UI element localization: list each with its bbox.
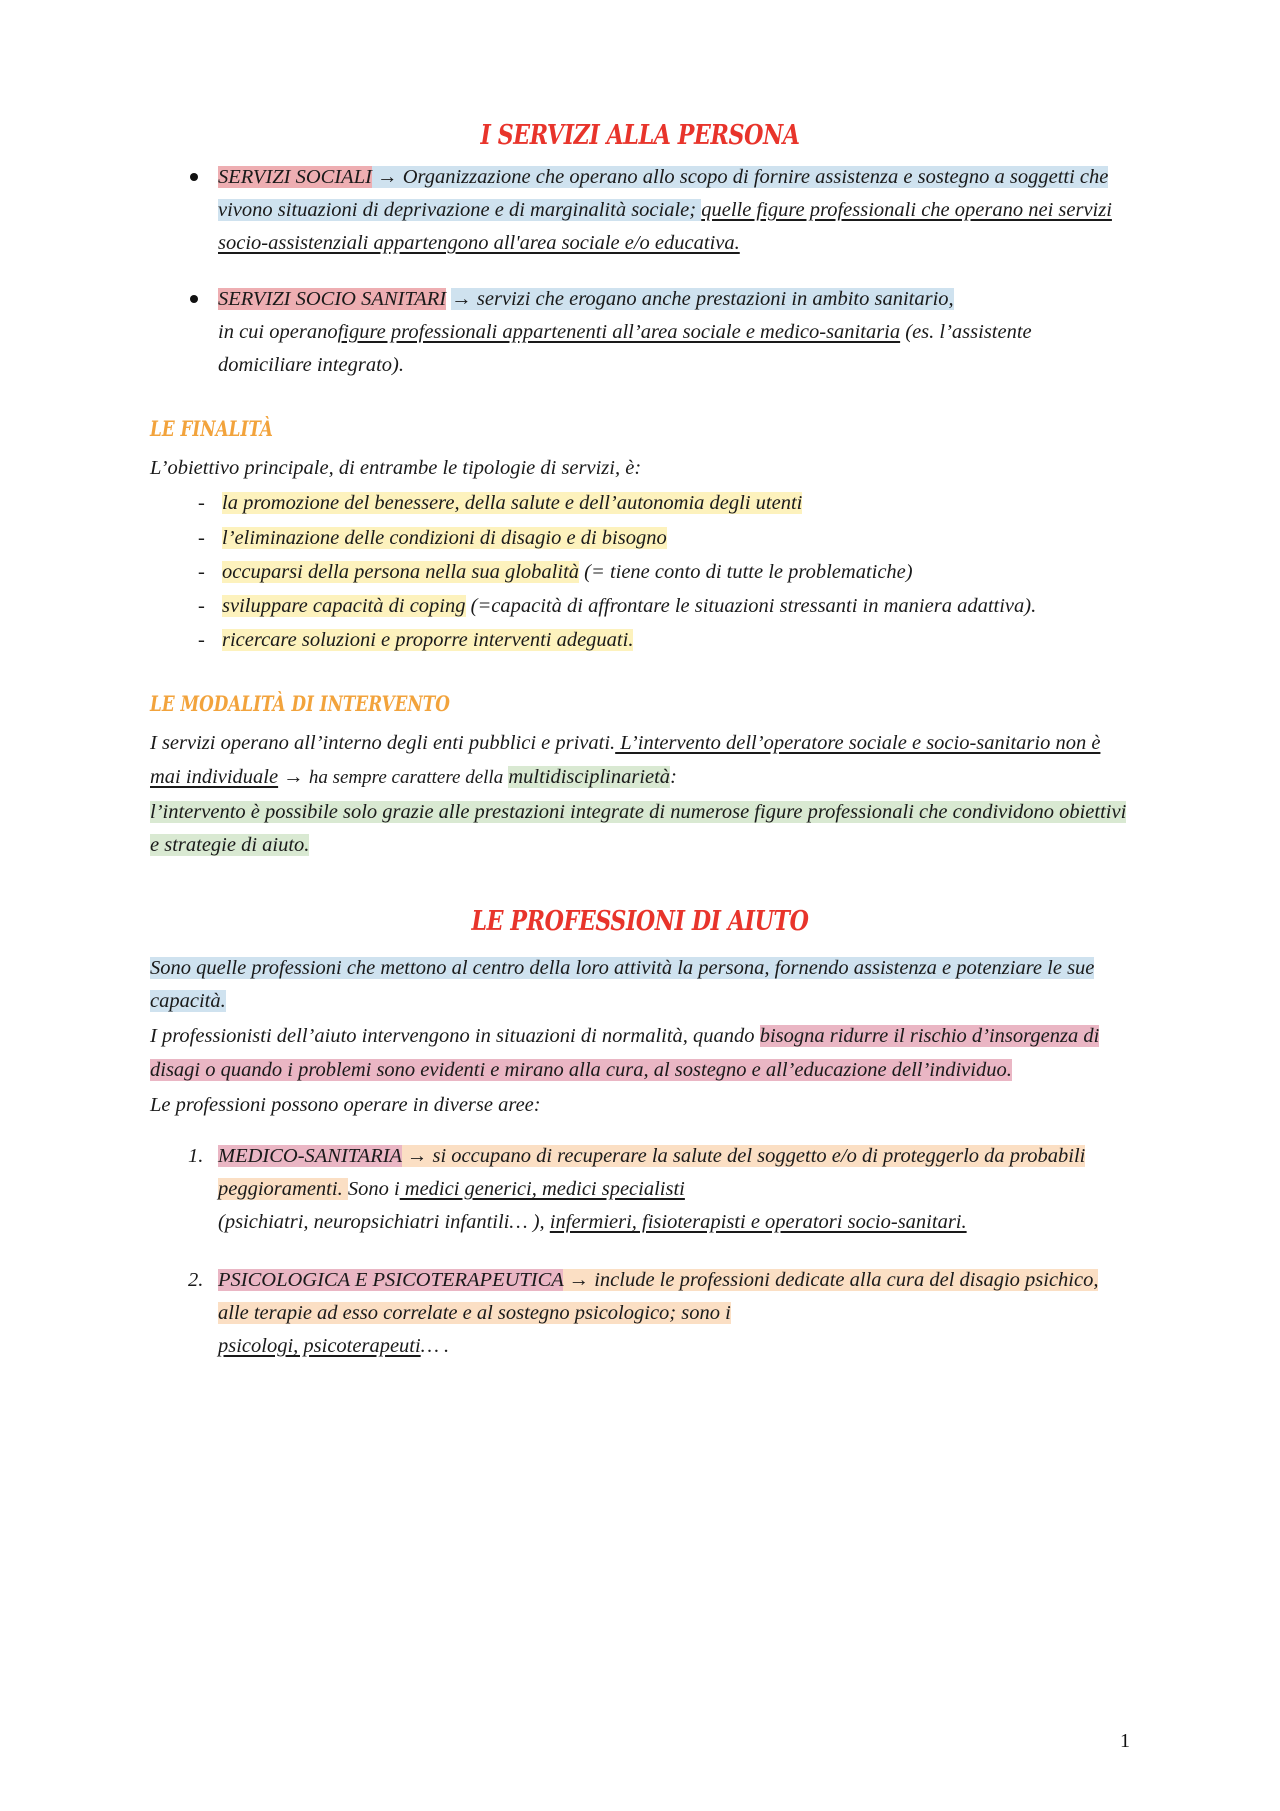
area-text-3: medici generici, medici specialisti bbox=[399, 1178, 685, 1201]
area-term-psicologica: PSICOLOGICA E PSICOTERAPEUTICA bbox=[218, 1268, 564, 1291]
page-title: I SERVIZI ALLA PERSONA bbox=[480, 120, 800, 151]
section-heading-finalita: LE FINALITÀ bbox=[150, 416, 273, 442]
area-text-3: … . bbox=[420, 1335, 450, 1358]
area-text-4: (psichiatri, neuropsichiatri infantili… ), bbox=[218, 1211, 550, 1234]
arrow-icon: → bbox=[283, 765, 304, 788]
modalita-paragraph bbox=[150, 727, 1130, 793]
list-item bbox=[150, 556, 1130, 589]
area-text-2: Sono i bbox=[347, 1178, 400, 1201]
professioni-areas-list bbox=[150, 1140, 1130, 1363]
professioni-paragraph-1 bbox=[150, 952, 1130, 1018]
finalita-item-highlight: la promozione del benessere, della salute e dell’autonomia degli utenti bbox=[222, 492, 803, 515]
area-definition: include le professioni dedicate alla cura del disagio psichico, alle terapie ad esso correlate e al sostegno psicologico; sono i bbox=[218, 1268, 1099, 1324]
modalita-text-3: ha sempre carattere della bbox=[308, 766, 504, 788]
professioni-paragraph-3: Le professioni possono operare in diverse aree: bbox=[150, 1093, 541, 1116]
term-servizi-socio-sanitari: SERVIZI SOCIO SANITARI bbox=[218, 287, 447, 310]
services-bullet-list bbox=[150, 161, 1130, 382]
area-term-medico-sanitaria: MEDICO-SANITARIA bbox=[218, 1145, 402, 1168]
section-heading-modalita: LE MODALITÀ DI INTERVENTO bbox=[150, 691, 450, 717]
finalita-list bbox=[150, 487, 1130, 657]
list-item bbox=[150, 1140, 1130, 1240]
modalita-keyword: multidisciplinarietà bbox=[508, 765, 671, 788]
modalita-text-1: I servizi operano all’interno degli enti pubblici e privati. bbox=[150, 732, 616, 755]
definition-text-3: (es. l’assistente domiciliare integrato). bbox=[218, 320, 1032, 377]
area-definition: si occupano di recuperare la salute del soggetto e/o di proteggerlo da probabili peggioramenti. bbox=[218, 1145, 1086, 1201]
arrow-icon: → bbox=[568, 1268, 590, 1291]
modalita-colon: : bbox=[670, 765, 677, 788]
list-item bbox=[150, 522, 1130, 555]
list-item bbox=[150, 161, 1130, 261]
list-item bbox=[150, 1264, 1130, 1364]
arrow-icon: → bbox=[406, 1145, 428, 1168]
arrow-icon: → bbox=[451, 287, 472, 310]
definition-text-2: in cui operano bbox=[218, 320, 338, 343]
area-text-5: infermieri, fisioterapisti e operatori socio-sanitari. bbox=[549, 1211, 967, 1234]
area-text-2: psicologi, psicoterapeuti bbox=[218, 1335, 421, 1358]
finalita-item-rest: (= tiene conto di tutte le problematiche) bbox=[579, 560, 913, 583]
finalita-intro: L’obiettivo principale, di entrambe le tipologie di servizi, è: bbox=[150, 457, 642, 480]
professioni-paragraph-2 bbox=[150, 1020, 1130, 1086]
professioni-text-1: Sono quelle professioni che mettono al centro della loro attività la persona, fornendo assistenza e potenziare le sue capacità. bbox=[150, 957, 1095, 1013]
term-servizi-sociali: SERVIZI SOCIALI bbox=[218, 166, 372, 188]
professioni-text-2-highlight: bisogna ridurre il rischio d’insorgenza di disagi o quando i problemi sono evidenti e mirano alla cura, al sostegno e all’educazione dell’individuo. bbox=[150, 1025, 1100, 1081]
list-item bbox=[150, 283, 1130, 383]
finalita-item-rest: (=capacità di affrontare le situazioni stressanti in maniera adattiva). bbox=[465, 595, 1037, 618]
document-body bbox=[150, 161, 1130, 1363]
definition-text-underlined: figure professionali appartenenti all’area sociale e medico-sanitaria bbox=[337, 320, 901, 343]
professioni-text-2-plain: I professionisti dell’aiuto intervengono in situazioni di normalità, quando bbox=[150, 1025, 760, 1048]
finalita-item-highlight: l’eliminazione delle condizioni di disagio e di bisogno bbox=[222, 526, 667, 549]
modalita-paragraph-2 bbox=[150, 796, 1130, 862]
finalita-item-highlight: sviluppare capacità di coping bbox=[222, 595, 466, 618]
list-item bbox=[150, 487, 1130, 520]
definition-text-underlined: quelle figure professionali che operano nei servizi socio-assistenziali appartengono all'area sociale e/o educativa. bbox=[218, 199, 1112, 255]
definition-text: servizi che erogano anche prestazioni in ambito sanitario, bbox=[476, 287, 954, 310]
list-item bbox=[150, 624, 1130, 657]
modalita-text-2: L’intervento dell’operatore sociale e socio-sanitario non è mai individuale bbox=[150, 732, 1101, 788]
page-number: 1 bbox=[1120, 1730, 1130, 1752]
finalita-item-highlight: ricercare soluzioni e proporre interventi adeguati. bbox=[222, 629, 634, 652]
section-title-professioni: LE PROFESSIONI DI AIUTO bbox=[471, 906, 809, 938]
modalita-text-6: l’intervento è possibile solo grazie alle prestazioni integrate di numerose figure professionali che condividono obiettivi e strategie di aiuto. bbox=[150, 800, 1127, 857]
list-item bbox=[150, 590, 1130, 623]
arrow-icon: → bbox=[377, 166, 398, 188]
definition-text: Organizzazione che operano allo scopo di fornire assistenza e sostegno a soggetti che vivono situazioni di deprivazione e di marginalità sociale; bbox=[218, 166, 1109, 222]
finalita-item-highlight: occuparsi della persona nella sua globalità bbox=[222, 560, 580, 583]
